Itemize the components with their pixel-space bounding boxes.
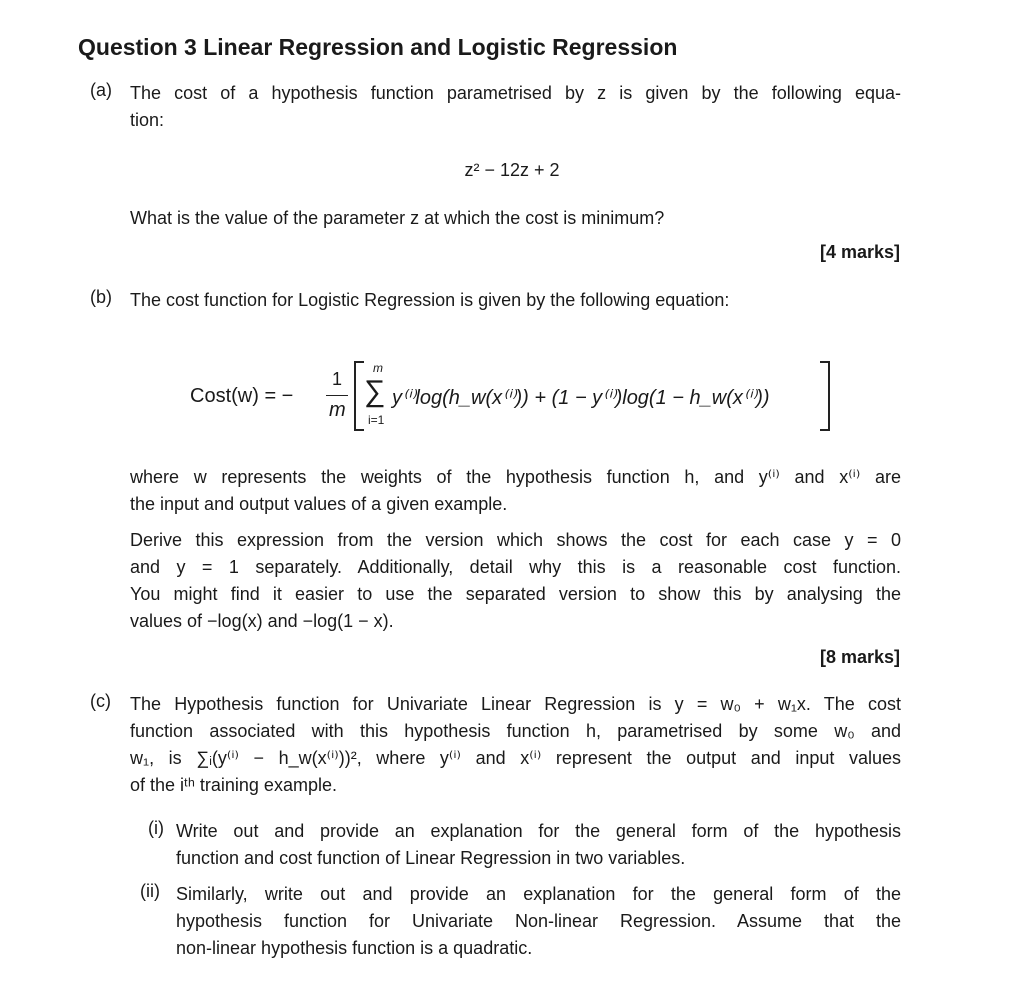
left-bracket	[354, 361, 364, 431]
part-b-line: values of −log(x) and −log(1 − x).	[130, 611, 394, 631]
part-a-line: tion:	[130, 110, 165, 130]
sum-upper: m	[373, 361, 383, 375]
part-c-ii-line: Similarly, write out and provide an explanation for the general form of the	[176, 884, 901, 904]
part-b-intro: The cost function for Logistic Regression is given by the following equation:	[130, 290, 730, 310]
part-b-label: (b)	[90, 287, 112, 307]
part-c-line: function associated with this hypothesis function h, parametrised by some w₀ and	[130, 721, 901, 741]
part-b-line: and y = 1 separately. Additionally, detail why this is a reasonable cost function.	[130, 557, 901, 577]
eq-denominator: m	[329, 399, 346, 421]
part-b-line: the input and output values of a given example.	[130, 494, 508, 514]
part-a-marks: [4 marks]	[819, 242, 900, 262]
eq-lhs: Cost(w) = −	[190, 385, 294, 407]
part-c-line: of the iᵗʰ training example.	[130, 775, 337, 795]
cost-equation: z² − 12z + 2	[464, 160, 560, 180]
part-c-ii-line: hypothesis function for Univariate Non-linear Regression. Assume that the	[176, 911, 901, 931]
part-c-ii-line: non-linear hypothesis function is a quadratic.	[176, 938, 533, 958]
fraction-bar	[326, 395, 348, 396]
part-c-i-label: (i)	[148, 818, 164, 838]
part-b-line: You might find it easier to use the separated version to show this by analysing the	[130, 584, 901, 604]
right-bracket	[820, 361, 830, 431]
part-a-line: The cost of a hypothesis function parametrised by z is given by the following equa-	[130, 83, 901, 103]
sum-symbol: ∑	[364, 375, 386, 408]
eq-numerator: 1	[332, 369, 343, 389]
question-title: Question 3 Linear Regression and Logistic Regression	[78, 34, 678, 60]
part-c-i-line: function and cost function of Linear Regression in two variables.	[176, 848, 686, 868]
part-b-line: Derive this expression from the version which shows the cost for each case y = 0	[130, 530, 901, 550]
eq-body: y⁽ⁱ⁾log(h_w(x⁽ⁱ⁾)) + (1 − y⁽ⁱ⁾)log(1 − h_w(x⁽ⁱ⁾))	[392, 387, 770, 409]
part-b-line: where w represents the weights of the hypothesis function h, and y⁽ⁱ⁾ and x⁽ⁱ⁾ are	[130, 467, 901, 487]
part-a-question: What is the value of the parameter z at which the cost is minimum?	[130, 208, 665, 228]
part-c-i-line: Write out and provide an explanation for the general form of the hypothesis	[176, 821, 901, 841]
part-a-label: (a)	[90, 80, 112, 100]
part-c-label: (c)	[90, 691, 111, 711]
part-c-line: The Hypothesis function for Univariate Linear Regression is y = w₀ + w₁x. The cost	[130, 694, 901, 714]
part-c-ii-label: (ii)	[140, 881, 160, 901]
part-c-line: w₁, is ∑ᵢ(y⁽ⁱ⁾ − h_w(x⁽ⁱ⁾))², where y⁽ⁱ⁾ and x⁽ⁱ⁾ represent the output and input values	[130, 748, 901, 768]
sum-lower: i=1	[368, 413, 385, 427]
part-b-marks: [8 marks]	[819, 647, 900, 667]
